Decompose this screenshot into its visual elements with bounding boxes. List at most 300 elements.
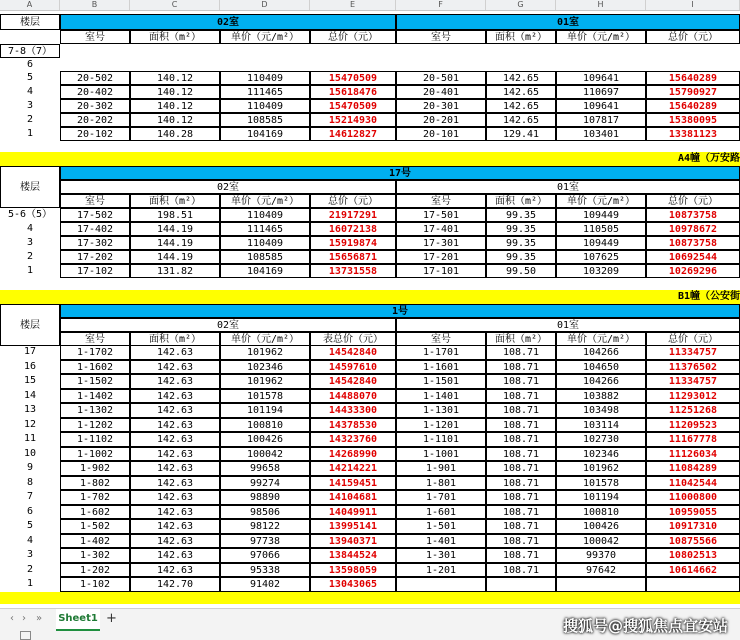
data-cell[interactable] (396, 577, 486, 592)
data-cell[interactable]: 142.65 (486, 85, 556, 99)
data-cell[interactable]: 1-1201 (396, 418, 486, 433)
column-header-b[interactable]: B (60, 0, 130, 10)
data-cell[interactable]: 109641 (556, 71, 646, 85)
data-cell[interactable]: 20-101 (396, 127, 486, 141)
sheet-tab-sheet1[interactable]: Sheet1 (56, 609, 100, 631)
data-cell[interactable]: 1-502 (60, 519, 130, 534)
data-cell[interactable]: 1-802 (60, 476, 130, 491)
table-row (0, 505, 740, 520)
data-cell[interactable]: 103114 (556, 418, 646, 433)
label-area[interactable]: 面积（m²） (130, 194, 220, 208)
floor-cell[interactable]: 5 (26, 72, 34, 83)
total-price-cell[interactable]: 10614662 (646, 563, 740, 578)
data-cell[interactable]: 110505 (556, 222, 646, 236)
data-cell[interactable]: 109641 (556, 99, 646, 113)
total-price-cell[interactable]: 14488070 (310, 389, 396, 404)
block1-room02-header[interactable]: 02室 (60, 14, 396, 30)
data-cell[interactable]: 1-202 (60, 563, 130, 578)
total-price-cell[interactable]: 10959055 (646, 505, 740, 520)
data-cell[interactable]: 98122 (220, 519, 310, 534)
data-cell[interactable]: 20-301 (396, 99, 486, 113)
floor-cell[interactable]: 1 (26, 128, 34, 139)
data-cell[interactable]: 108.71 (486, 519, 556, 534)
data-cell[interactable]: 108.71 (486, 360, 556, 375)
label-total[interactable]: 总价（元） (310, 30, 396, 44)
column-header-a[interactable]: A (0, 0, 60, 10)
data-cell[interactable]: 20-501 (396, 71, 486, 85)
data-cell[interactable]: 98890 (220, 490, 310, 505)
data-cell[interactable]: 1-302 (60, 548, 130, 563)
floor-cell[interactable]: 3 (26, 237, 34, 248)
total-price-cell[interactable]: 13844524 (310, 548, 396, 563)
data-cell[interactable]: 142.63 (130, 447, 220, 462)
data-cell[interactable]: 1-1502 (60, 374, 130, 389)
label-area[interactable]: 面积（m²） (130, 332, 220, 346)
data-cell[interactable]: 100042 (556, 534, 646, 549)
floor-cell[interactable]: 10 (23, 447, 37, 459)
data-cell[interactable]: 104266 (556, 374, 646, 389)
data-cell[interactable]: 104650 (556, 360, 646, 375)
data-cell[interactable]: 110409 (220, 99, 310, 113)
data-cell[interactable]: 110409 (220, 71, 310, 85)
label-unit-price[interactable]: 单价（元/m²） (556, 332, 646, 346)
data-cell[interactable]: 140.12 (130, 85, 220, 99)
floor-cell[interactable]: 7-8（7） (0, 44, 60, 58)
nav-next-icon[interactable]: » (36, 613, 43, 624)
data-cell[interactable]: 108.71 (486, 548, 556, 563)
label-room-no[interactable]: 室号 (60, 30, 130, 44)
floor-cell[interactable]: 3 (26, 100, 34, 111)
total-price-cell[interactable]: 11042544 (646, 476, 740, 491)
data-cell[interactable]: 1-601 (396, 505, 486, 520)
block2-room02-header[interactable]: 02室 (60, 180, 396, 194)
floor-cell[interactable]: 13 (23, 404, 37, 415)
data-cell[interactable]: 103209 (556, 264, 646, 278)
block2-room01-header[interactable]: 01室 (396, 180, 740, 194)
floor-cell[interactable]: 2 (26, 114, 34, 125)
total-price-cell[interactable]: 11209523 (646, 418, 740, 433)
data-cell[interactable]: 144.19 (130, 222, 220, 236)
total-price-cell[interactable]: 14542840 (310, 345, 396, 360)
data-cell[interactable]: 142.65 (486, 99, 556, 113)
data-cell[interactable]: 1-1602 (60, 360, 130, 375)
data-cell[interactable]: 1-1402 (60, 389, 130, 404)
total-price-cell[interactable]: 14049911 (310, 505, 396, 520)
data-cell[interactable]: 100810 (220, 418, 310, 433)
floor-cell[interactable]: 11 (23, 433, 37, 444)
block2-title[interactable]: 17号 (60, 166, 740, 180)
data-cell[interactable]: 1-1401 (396, 389, 486, 404)
data-cell[interactable]: 110409 (220, 236, 310, 250)
data-cell[interactable]: 97738 (220, 534, 310, 549)
data-cell[interactable]: 1-1102 (60, 432, 130, 447)
data-cell[interactable]: 131.82 (130, 264, 220, 278)
data-cell[interactable]: 20-202 (60, 113, 130, 127)
data-cell[interactable]: 142.63 (130, 490, 220, 505)
floor-cell[interactable]: 6 (26, 505, 34, 517)
floor-cell[interactable]: 1 (26, 578, 34, 589)
total-price-cell[interactable]: 15640289 (646, 99, 740, 113)
total-price-cell[interactable]: 15656871 (310, 250, 396, 264)
data-cell[interactable]: 142.63 (130, 389, 220, 404)
total-price-cell[interactable]: 21917291 (310, 208, 396, 222)
data-cell[interactable]: 17-301 (396, 236, 486, 250)
bottom-banner[interactable] (0, 592, 740, 604)
data-cell[interactable]: 101578 (220, 389, 310, 404)
data-cell[interactable]: 97642 (556, 563, 646, 578)
column-header-d[interactable]: D (220, 0, 310, 10)
total-price-cell[interactable]: 14542840 (310, 374, 396, 389)
floor-cell[interactable]: 4 (26, 86, 34, 97)
data-cell[interactable]: 17-402 (60, 222, 130, 236)
total-price-cell[interactable]: 10873758 (646, 236, 740, 250)
label-unit-price[interactable]: 单价（元/m²） (220, 194, 310, 208)
total-price-cell[interactable]: 13731558 (310, 264, 396, 278)
data-cell[interactable]: 17-502 (60, 208, 130, 222)
data-cell[interactable]: 101194 (556, 490, 646, 505)
total-price-cell[interactable]: 15214930 (310, 113, 396, 127)
total-price-cell[interactable]: 10873758 (646, 208, 740, 222)
data-cell[interactable]: 108.71 (486, 563, 556, 578)
floor-cell[interactable]: 2 (26, 251, 34, 262)
block3-title[interactable]: 1号 (60, 304, 740, 318)
data-cell[interactable]: 20-201 (396, 113, 486, 127)
total-price-cell[interactable]: 15790927 (646, 85, 740, 99)
label-area[interactable]: 面积（m²） (486, 30, 556, 44)
total-price-cell[interactable]: 10802513 (646, 548, 740, 563)
data-cell[interactable]: 142.63 (130, 345, 220, 360)
data-cell[interactable]: 17-401 (396, 222, 486, 236)
column-header-i[interactable]: I (646, 0, 740, 10)
data-cell[interactable]: 101962 (220, 374, 310, 389)
floor-cell[interactable]: 5-6（5） (7, 209, 53, 220)
label-area[interactable]: 面积（m²） (486, 332, 556, 346)
total-price-cell[interactable]: 14378530 (310, 418, 396, 433)
data-cell[interactable]: 142.63 (130, 534, 220, 549)
data-cell[interactable]: 144.19 (130, 236, 220, 250)
data-cell[interactable]: 142.63 (130, 418, 220, 433)
total-price-cell[interactable] (646, 577, 740, 592)
data-cell[interactable]: 1-1301 (396, 403, 486, 418)
data-cell[interactable]: 102346 (220, 360, 310, 375)
data-cell[interactable]: 142.65 (486, 113, 556, 127)
label-floor[interactable]: 楼层 (0, 14, 60, 30)
data-cell[interactable]: 142.65 (486, 71, 556, 85)
data-cell[interactable]: 1-1002 (60, 447, 130, 462)
data-cell[interactable]: 104169 (220, 264, 310, 278)
total-price-cell[interactable]: 14612827 (310, 127, 396, 141)
data-cell[interactable]: 109449 (556, 208, 646, 222)
column-header-f[interactable]: F (396, 0, 486, 10)
total-price-cell[interactable]: 15618476 (310, 85, 396, 99)
data-cell[interactable]: 17-101 (396, 264, 486, 278)
data-cell[interactable]: 142.63 (130, 548, 220, 563)
label-room-no[interactable]: 室号 (60, 332, 130, 346)
data-cell[interactable]: 99274 (220, 476, 310, 491)
total-price-cell[interactable]: 15380095 (646, 113, 740, 127)
data-cell[interactable]: 108.71 (486, 476, 556, 491)
data-cell[interactable]: 108.71 (486, 432, 556, 447)
data-cell[interactable]: 198.51 (130, 208, 220, 222)
data-cell[interactable]: 1-701 (396, 490, 486, 505)
block3-banner[interactable]: B1幢（公安街 (0, 290, 740, 304)
total-price-cell[interactable]: 10978672 (646, 222, 740, 236)
floor-cell[interactable]: 17 (23, 346, 37, 357)
data-cell[interactable]: 102346 (556, 447, 646, 462)
total-price-cell[interactable]: 14597610 (310, 360, 396, 375)
total-price-cell[interactable]: 11251268 (646, 403, 740, 418)
data-cell[interactable]: 108.71 (486, 418, 556, 433)
data-cell[interactable]: 108585 (220, 250, 310, 264)
data-cell[interactable]: 1-402 (60, 534, 130, 549)
data-cell[interactable]: 140.12 (130, 113, 220, 127)
data-cell[interactable]: 103498 (556, 403, 646, 418)
data-cell[interactable]: 108.71 (486, 389, 556, 404)
column-header-h[interactable]: H (556, 0, 646, 10)
data-cell[interactable]: 1-801 (396, 476, 486, 491)
label-room-no[interactable]: 室号 (60, 194, 130, 208)
label-total[interactable]: 总价（元） (646, 30, 740, 44)
data-cell[interactable]: 108.71 (486, 345, 556, 360)
data-cell[interactable]: 99658 (220, 461, 310, 476)
data-cell[interactable]: 110409 (220, 208, 310, 222)
total-price-cell[interactable]: 15470509 (310, 99, 396, 113)
data-cell[interactable]: 103401 (556, 127, 646, 141)
floor-cell[interactable]: 5 (26, 520, 34, 531)
label-total[interactable]: 总价（元） (646, 194, 740, 208)
add-sheet-button[interactable]: + (106, 611, 117, 626)
total-price-cell[interactable]: 11334757 (646, 374, 740, 389)
data-cell[interactable]: 20-401 (396, 85, 486, 99)
data-cell[interactable]: 108.71 (486, 447, 556, 462)
data-cell[interactable]: 108.71 (486, 505, 556, 520)
label-area[interactable]: 面积（m²） (130, 30, 220, 44)
floor-cell[interactable]: 4 (26, 534, 34, 546)
data-cell[interactable]: 20-102 (60, 127, 130, 141)
data-cell[interactable]: 97066 (220, 548, 310, 563)
data-cell[interactable]: 99.50 (486, 264, 556, 278)
label-room-no[interactable]: 室号 (396, 332, 486, 346)
floor-cell[interactable]: 12 (23, 418, 37, 430)
block1-room01-header[interactable]: 01室 (396, 14, 740, 30)
data-cell[interactable]: 1-1501 (396, 374, 486, 389)
data-cell[interactable]: 101194 (220, 403, 310, 418)
table-row (0, 389, 740, 404)
data-cell[interactable]: 17-501 (396, 208, 486, 222)
data-cell[interactable]: 111465 (220, 85, 310, 99)
floor-cell[interactable]: 16 (23, 360, 37, 372)
data-cell[interactable]: 1-1001 (396, 447, 486, 462)
data-cell[interactable]: 142.63 (130, 403, 220, 418)
label-total[interactable]: 表总价（元） (310, 332, 396, 346)
floor-cell[interactable]: 15 (23, 375, 37, 386)
column-header-g[interactable]: G (486, 0, 556, 10)
data-cell[interactable]: 1-1701 (396, 345, 486, 360)
total-price-cell[interactable]: 10692544 (646, 250, 740, 264)
label-room-no[interactable]: 室号 (396, 30, 486, 44)
floor-cell[interactable]: 6 (26, 59, 34, 70)
data-cell[interactable]: 103882 (556, 389, 646, 404)
data-cell[interactable]: 108.71 (486, 461, 556, 476)
total-price-cell[interactable]: 16072138 (310, 222, 396, 236)
floor-cell[interactable]: 7 (26, 491, 34, 502)
data-cell[interactable] (556, 577, 646, 592)
data-cell[interactable]: 142.70 (130, 577, 220, 592)
total-price-cell[interactable]: 13381123 (646, 127, 740, 141)
data-cell[interactable]: 91402 (220, 577, 310, 592)
label-floor[interactable]: 楼层 (0, 166, 60, 208)
label-area[interactable]: 面积（m²） (486, 194, 556, 208)
total-price-cell[interactable]: 14104681 (310, 490, 396, 505)
data-cell[interactable]: 20-402 (60, 85, 130, 99)
data-cell[interactable]: 1-1101 (396, 432, 486, 447)
data-cell[interactable]: 98506 (220, 505, 310, 520)
data-cell[interactable]: 17-202 (60, 250, 130, 264)
data-cell[interactable]: 17-302 (60, 236, 130, 250)
data-cell[interactable]: 109449 (556, 236, 646, 250)
data-cell[interactable]: 1-1601 (396, 360, 486, 375)
data-cell[interactable]: 110697 (556, 85, 646, 99)
data-cell[interactable]: 100042 (220, 447, 310, 462)
data-cell[interactable]: 142.63 (130, 360, 220, 375)
floor-cell[interactable]: 8 (26, 476, 34, 488)
floor-cell[interactable]: 14 (23, 389, 37, 401)
total-price-cell[interactable]: 14159451 (310, 476, 396, 491)
data-cell[interactable]: 1-602 (60, 505, 130, 520)
data-cell[interactable]: 108.71 (486, 403, 556, 418)
data-cell[interactable]: 108.71 (486, 374, 556, 389)
data-cell[interactable]: 104266 (556, 345, 646, 360)
data-cell[interactable]: 1-902 (60, 461, 130, 476)
data-cell[interactable]: 99.35 (486, 208, 556, 222)
total-price-cell[interactable]: 10917310 (646, 519, 740, 534)
floor-cell[interactable]: 4 (26, 223, 34, 234)
total-price-cell[interactable]: 15640289 (646, 71, 740, 85)
total-price-cell[interactable]: 13940371 (310, 534, 396, 549)
block2-banner[interactable]: A4幢（万安路 (0, 152, 740, 166)
data-cell[interactable]: 142.63 (130, 563, 220, 578)
data-cell[interactable]: 101962 (556, 461, 646, 476)
column-header-e[interactable]: E (310, 0, 396, 10)
data-cell[interactable]: 17-201 (396, 250, 486, 264)
total-price-cell[interactable]: 13995141 (310, 519, 396, 534)
data-cell[interactable]: 108.71 (486, 490, 556, 505)
total-price-cell[interactable]: 13043065 (310, 577, 396, 592)
data-cell[interactable]: 107817 (556, 113, 646, 127)
data-cell[interactable]: 140.12 (130, 99, 220, 113)
data-cell[interactable]: 104169 (220, 127, 310, 141)
total-price-cell[interactable]: 13598059 (310, 563, 396, 578)
total-price-cell[interactable]: 14214221 (310, 461, 396, 476)
column-header-c[interactable]: C (130, 0, 220, 10)
data-cell[interactable]: 107625 (556, 250, 646, 264)
label-total[interactable]: 总价（元） (646, 332, 740, 346)
data-cell[interactable] (486, 577, 556, 592)
data-cell[interactable]: 142.63 (130, 476, 220, 491)
data-cell[interactable]: 108.71 (486, 534, 556, 549)
floor-cell[interactable]: 2 (26, 563, 34, 575)
nav-first-icon[interactable]: ‹ (10, 613, 14, 624)
label-room-no[interactable]: 室号 (396, 194, 486, 208)
data-cell[interactable]: 111465 (220, 222, 310, 236)
data-cell[interactable]: 102730 (556, 432, 646, 447)
block3-room01-header[interactable]: 01室 (396, 318, 740, 332)
data-cell[interactable]: 100810 (556, 505, 646, 520)
data-cell[interactable]: 108585 (220, 113, 310, 127)
data-cell[interactable]: 100426 (220, 432, 310, 447)
data-cell[interactable]: 1-702 (60, 490, 130, 505)
data-cell[interactable]: 99.35 (486, 250, 556, 264)
label-unit-price[interactable]: 单价（元/m²） (556, 30, 646, 44)
total-price-cell[interactable]: 15470509 (310, 71, 396, 85)
floor-cell[interactable]: 9 (26, 462, 34, 473)
total-price-cell[interactable]: 11293012 (646, 389, 740, 404)
total-price-cell[interactable]: 11167778 (646, 432, 740, 447)
total-price-cell[interactable]: 14433300 (310, 403, 396, 418)
total-price-cell[interactable]: 11376502 (646, 360, 740, 375)
data-cell[interactable]: 1-102 (60, 577, 130, 592)
data-cell[interactable]: 144.19 (130, 250, 220, 264)
label-total[interactable]: 总价（元） (310, 194, 396, 208)
data-cell[interactable]: 99.35 (486, 236, 556, 250)
data-cell[interactable]: 129.41 (486, 127, 556, 141)
data-cell[interactable]: 142.63 (130, 374, 220, 389)
data-cell[interactable]: 1-201 (396, 563, 486, 578)
data-cell[interactable]: 142.63 (130, 519, 220, 534)
data-cell[interactable]: 1-301 (396, 548, 486, 563)
data-cell[interactable]: 1-501 (396, 519, 486, 534)
data-cell[interactable]: 101578 (556, 476, 646, 491)
data-cell[interactable]: 1-1302 (60, 403, 130, 418)
data-cell[interactable]: 142.63 (130, 461, 220, 476)
nav-prev-icon[interactable]: › (22, 613, 26, 624)
total-price-cell[interactable]: 15919874 (310, 236, 396, 250)
data-cell[interactable]: 1-1202 (60, 418, 130, 433)
total-price-cell[interactable]: 14323760 (310, 432, 396, 447)
data-cell[interactable]: 20-302 (60, 99, 130, 113)
floor-cell[interactable]: 3 (26, 549, 34, 560)
data-cell[interactable]: 100426 (556, 519, 646, 534)
data-cell[interactable]: 1-401 (396, 534, 486, 549)
label-unit-price[interactable]: 单价（元/m²） (556, 194, 646, 208)
floor-cell[interactable]: 1 (26, 265, 34, 276)
table-row (0, 548, 740, 563)
label-unit-price[interactable]: 单价（元/m²） (220, 30, 310, 44)
data-cell[interactable]: 140.12 (130, 71, 220, 85)
data-cell[interactable]: 140.28 (130, 127, 220, 141)
total-price-cell[interactable]: 11000800 (646, 490, 740, 505)
data-cell[interactable]: 142.63 (130, 505, 220, 520)
data-cell[interactable]: 1-1702 (60, 345, 130, 360)
data-cell[interactable]: 95338 (220, 563, 310, 578)
label-unit-price[interactable]: 单价（元/m²） (220, 332, 310, 346)
total-price-cell[interactable]: 10875566 (646, 534, 740, 549)
total-price-cell[interactable]: 11084289 (646, 461, 740, 476)
data-cell[interactable]: 1-901 (396, 461, 486, 476)
label-floor[interactable]: 楼层 (0, 304, 60, 346)
data-cell[interactable]: 99370 (556, 548, 646, 563)
total-price-cell[interactable]: 11334757 (646, 345, 740, 360)
total-price-cell[interactable]: 10269296 (646, 264, 740, 278)
total-price-cell[interactable]: 14268990 (310, 447, 396, 462)
block3-room02-header[interactable]: 02室 (60, 318, 396, 332)
data-cell[interactable]: 20-502 (60, 71, 130, 85)
data-cell[interactable]: 101962 (220, 345, 310, 360)
data-cell[interactable]: 142.63 (130, 432, 220, 447)
data-cell[interactable]: 17-102 (60, 264, 130, 278)
data-cell[interactable]: 99.35 (486, 222, 556, 236)
total-price-cell[interactable]: 11126034 (646, 447, 740, 462)
